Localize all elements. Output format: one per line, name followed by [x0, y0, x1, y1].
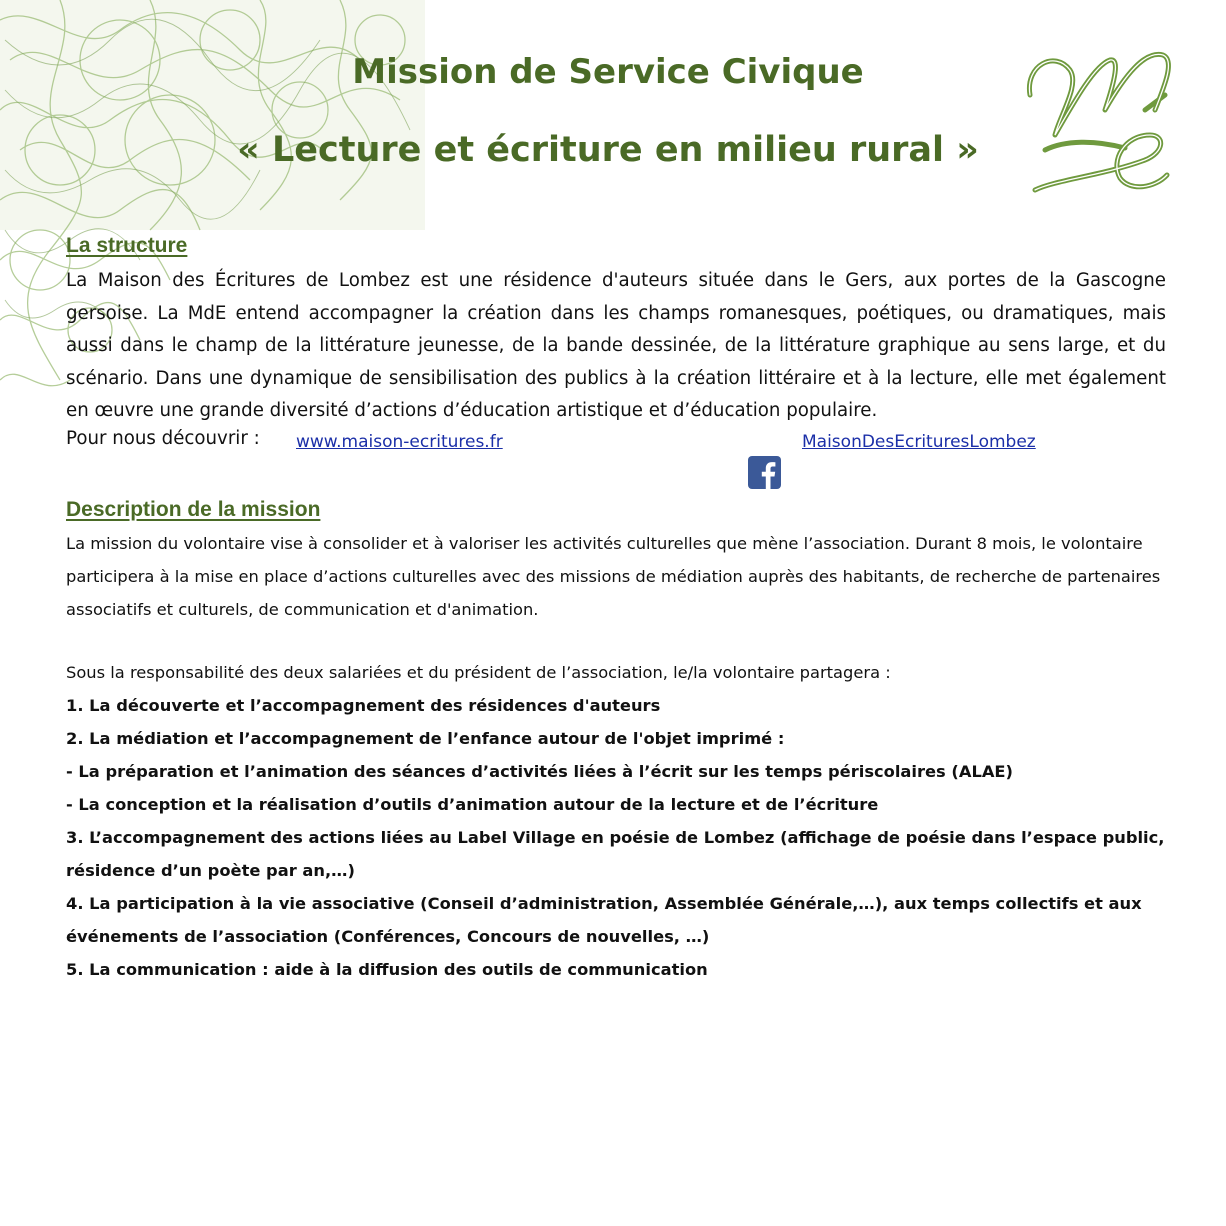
- list-item: 5. La communication : aide à la diffusion des outils de communication: [66, 960, 708, 979]
- list-item: 1. La découverte et l’accompagnement des résidences d'auteurs: [66, 696, 661, 715]
- list-item: - La préparation et l’animation des séances d’activités liées à l’écrit sur les temps périscolaires (ALAE): [66, 762, 1013, 781]
- list-item: 2. La médiation et l’accompagnement de l’enfance autour de l'objet imprimé :: [66, 729, 785, 748]
- list-item: - La conception et la réalisation d’outils d’animation autour de la lecture et de l’écriture: [66, 795, 879, 814]
- list-item: 4. La participation à la vie associative (Conseil d’administration, Assemblée Générale,…), aux temps collectifs et aux événements de l’association (Conférences, Concours de nouvelles, …): [66, 894, 1142, 946]
- facebook-icon[interactable]: [748, 456, 781, 489]
- mission-paragraph: La mission du volontaire vise à consolider et à valoriser les activités culturelles que mène l’association. Durant 8 mois, le volontaire participera à la mise en place d’actions culturelles avec des missions de médiation auprès des habitants, de recherche de partenaires associatifs et culturels, de communication et d'animation.: [66, 534, 1161, 619]
- discover-label: Pour nous découvrir :: [66, 428, 260, 449]
- section-heading-structure: La structure: [66, 234, 188, 257]
- mde-logo-icon: [1015, 40, 1180, 200]
- website-link[interactable]: www.maison-ecritures.fr: [296, 432, 503, 452]
- structure-paragraph: La Maison des Écritures de Lombez est une résidence d'auteurs située dans le Gers, aux portes de la Gascogne gersoise. La MdE entend accompagner la création dans les champs romanesques, poétiques, ou dramatiques, mais aussi dans le champ de la littérature jeunesse, de la bande dessinée, de la littérature graphique au sens large, et du scénario. Dans une dynamique de sensibilisation des publics à la création littéraire et à la lecture, elle met également en œuvre une grande diversité d’actions d’éducation artistique et d’éducation populaire.: [66, 270, 1166, 421]
- page-subtitle: « Lecture et écriture en milieu rural »: [237, 130, 979, 170]
- mission-list: [66, 656, 1166, 986]
- list-item: 3. L’accompagnement des actions liées au Label Village en poésie de Lombez (affichage de poésie dans l’espace public, résidence d’un poète par an,…): [66, 828, 1165, 880]
- page-title: Mission de Service Civique: [352, 52, 864, 92]
- facebook-link[interactable]: MaisonDesEcrituresLombez: [802, 432, 1036, 452]
- mission-intro: Sous la responsabilité des deux salariées et du président de l’association, le/la volontaire partagera :: [66, 663, 891, 682]
- section-heading-mission: Description de la mission: [66, 498, 321, 521]
